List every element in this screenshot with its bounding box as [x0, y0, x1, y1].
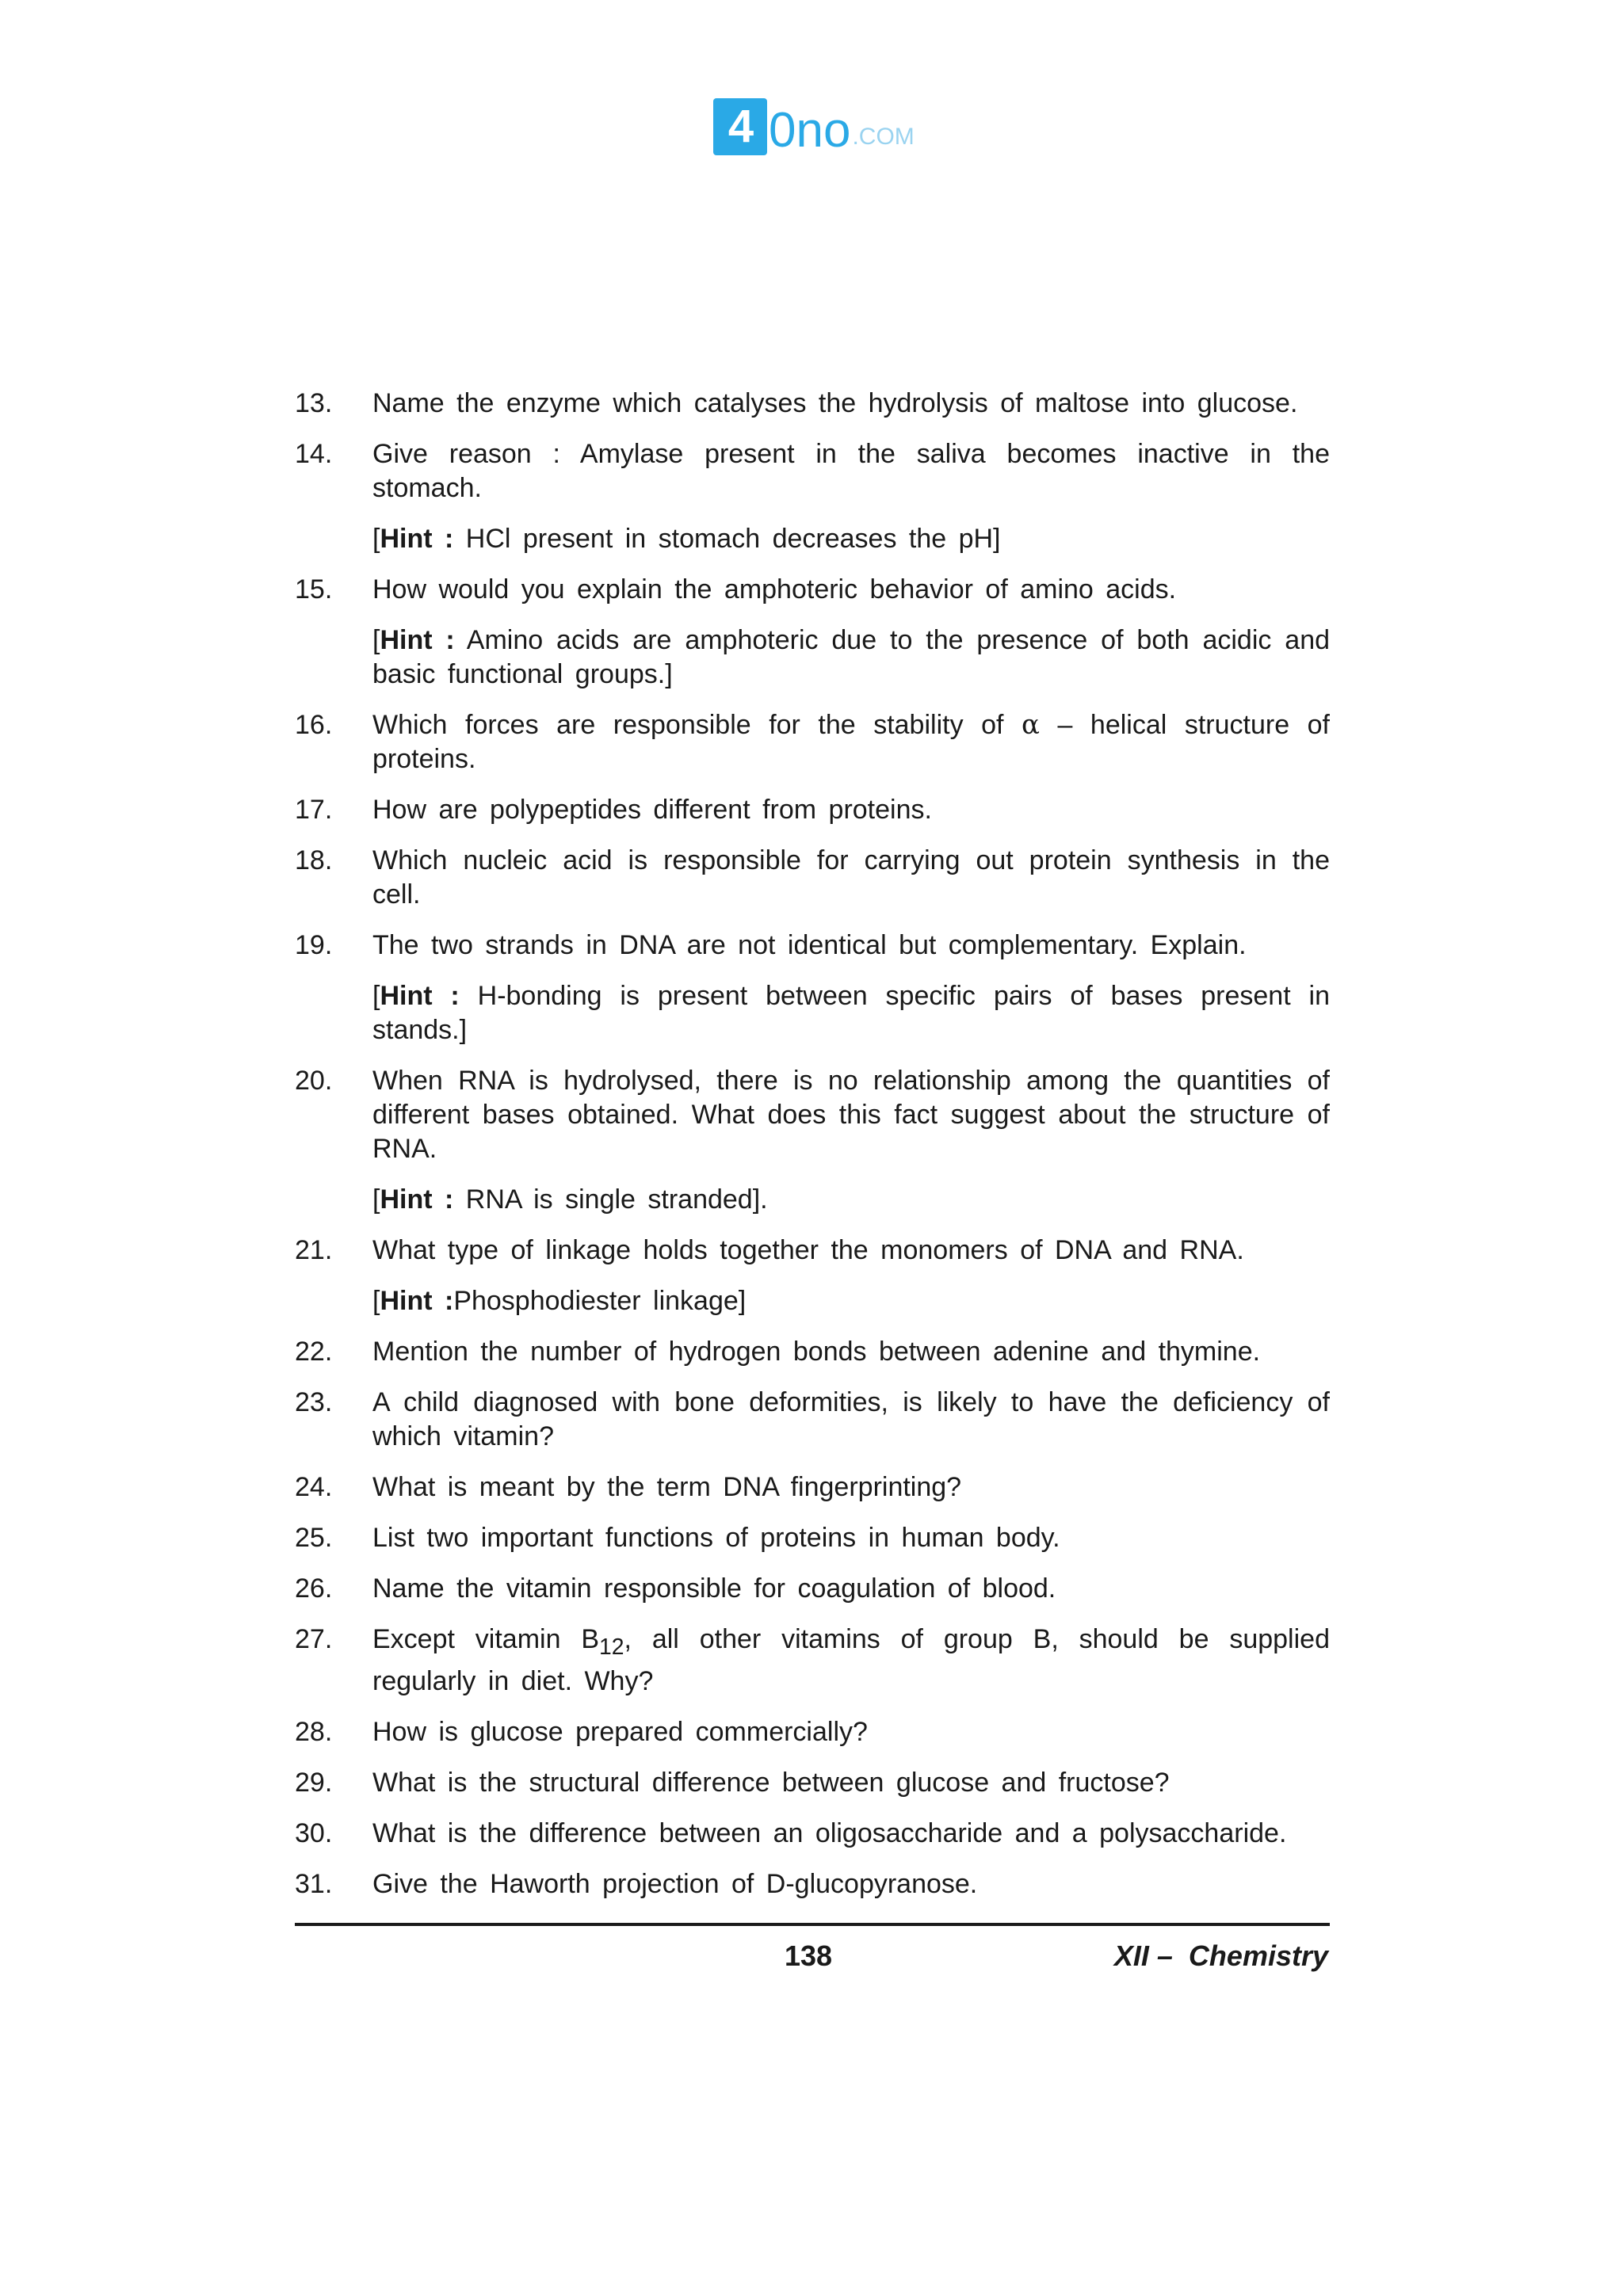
hint-label: Hint : — [380, 1184, 454, 1215]
question-29 — [295, 1766, 1330, 1800]
question-number: 25. — [295, 1523, 333, 1553]
question-22 — [295, 1335, 1330, 1369]
question-text: Except vitamin $B_{12}$, all other vitamins of group B, should be supplied regularly in diet. Why? — [372, 1624, 1330, 1696]
hint-label: Hint : — [380, 524, 454, 554]
question-23 — [295, 1386, 1330, 1454]
hint-15: [Hint : Amino acids are amphoteric due to the presence of both acidic and basic functional groups.] — [372, 625, 1331, 689]
question-number: 28. — [295, 1716, 333, 1747]
footer-divider — [295, 1923, 1330, 1926]
question-text: When RNA is hydrolysed, there is no relationship among the quantities of different bases obtained. What does this fact suggest about the structure of RNA. — [372, 1066, 1330, 1164]
question-text: What is the structural difference between glucose and fructose? — [372, 1767, 1170, 1798]
question-number: 31. — [295, 1868, 333, 1899]
question-text: List two important functions of proteins in human body. — [372, 1523, 1060, 1553]
question-20 — [295, 1064, 1330, 1166]
question-number: 29. — [295, 1767, 333, 1798]
question-number: 17. — [295, 795, 333, 825]
question-text: Give the Haworth projection of D-glucopyranose. — [372, 1868, 978, 1899]
question-number: 26. — [295, 1573, 333, 1604]
question-15 — [295, 573, 1330, 607]
question-18 — [295, 844, 1330, 912]
question-text: The two strands in DNA are not identical but complementary. Explain. — [372, 930, 1247, 960]
hint-text: H-bonding is present between specific pairs of bases present in stands.] — [372, 981, 1330, 1045]
hint-20: [Hint : RNA is single stranded]. — [372, 1184, 768, 1215]
question-14 — [295, 437, 1330, 505]
hint-text: RNA is single stranded]. — [453, 1184, 768, 1215]
question-19 — [295, 929, 1330, 963]
logo-suffix: .COM — [852, 124, 915, 150]
question-26 — [295, 1572, 1330, 1606]
question-24 — [295, 1470, 1330, 1505]
question-number: 30. — [295, 1817, 333, 1848]
page-number: 138 — [785, 1939, 833, 1972]
footer-subject: XII – Chemistry — [1113, 1939, 1328, 1972]
subscript: 12 — [599, 1634, 624, 1660]
question-text: Mention the number of hydrogen bonds between adenine and thymine. — [372, 1337, 1261, 1367]
hint-text: Phosphodiester linkage] — [453, 1286, 747, 1316]
question-number: 13. — [295, 388, 333, 418]
question-text: What type of linkage holds together the monomers of DNA and RNA. — [372, 1235, 1244, 1265]
question-number: 22. — [295, 1337, 333, 1367]
hint-19: [Hint : H-bonding is present between specific pairs of bases present in stands.] — [372, 981, 1330, 1045]
question-number: 20. — [295, 1066, 333, 1096]
hint-label: Hint : — [380, 1286, 454, 1316]
logo-badge: 4 — [713, 98, 767, 155]
question-number: 27. — [295, 1624, 333, 1654]
question-text: How are polypeptides different from proteins. — [372, 795, 932, 825]
hint-label: Hint : — [380, 981, 460, 1011]
question-30 — [295, 1817, 1330, 1851]
hint-text: Amino acids are amphoteric due to the presence of both acidic and basic functional groups.] — [372, 625, 1331, 689]
question-text: Which nucleic acid is responsible for carrying out protein synthesis in the cell. — [372, 845, 1330, 910]
hint-21: [Hint :Phosphodiester linkage] — [372, 1286, 747, 1316]
question-number: 21. — [295, 1235, 333, 1265]
logo-wordmark: 0no — [769, 103, 851, 158]
question-text: Name the enzyme which catalyses the hydrolysis of maltose into glucose. — [372, 388, 1298, 418]
question-number: 19. — [295, 930, 333, 960]
question-28 — [295, 1715, 1330, 1749]
site-logo — [713, 97, 915, 158]
question-text: What is the difference between an oligosaccharide and a polysaccharide. — [372, 1817, 1287, 1848]
alpha-symbol: α — [1021, 709, 1040, 741]
question-number: 16. — [295, 710, 333, 740]
question-17 — [295, 793, 1330, 827]
question-25 — [295, 1521, 1330, 1555]
question-text: What is meant by the term DNA fingerprinting? — [372, 1472, 962, 1502]
question-number: 18. — [295, 845, 333, 875]
question-text: A child diagnosed with bone deformities, is likely to have the deficiency of which vitamin? — [372, 1387, 1330, 1451]
question-number: 14. — [295, 439, 333, 469]
question-text: How is glucose prepared commercially? — [372, 1716, 868, 1747]
question-number: 15. — [295, 574, 333, 605]
question-text: Which forces are responsible for the stability of α – helical structure of proteins. — [372, 709, 1330, 774]
question-27 — [295, 1623, 1330, 1699]
question-16 — [295, 708, 1330, 776]
question-13 — [295, 387, 1330, 421]
hint-text: HCl present in stomach decreases the pH] — [453, 524, 1001, 554]
question-list — [295, 387, 1330, 1918]
hint-14: [Hint : HCl present in stomach decreases the pH] — [372, 524, 1001, 554]
question-text: Give reason : Amylase present in the saliva becomes inactive in the stomach. — [372, 439, 1330, 503]
hint-label: Hint : — [380, 625, 455, 655]
question-text: Name the vitamin responsible for coagulation of blood. — [372, 1573, 1056, 1604]
question-31 — [295, 1867, 1330, 1901]
question-text: How would you explain the amphoteric behavior of amino acids. — [372, 574, 1177, 605]
question-number: 24. — [295, 1472, 333, 1502]
question-21 — [295, 1234, 1330, 1268]
question-number: 23. — [295, 1387, 333, 1417]
